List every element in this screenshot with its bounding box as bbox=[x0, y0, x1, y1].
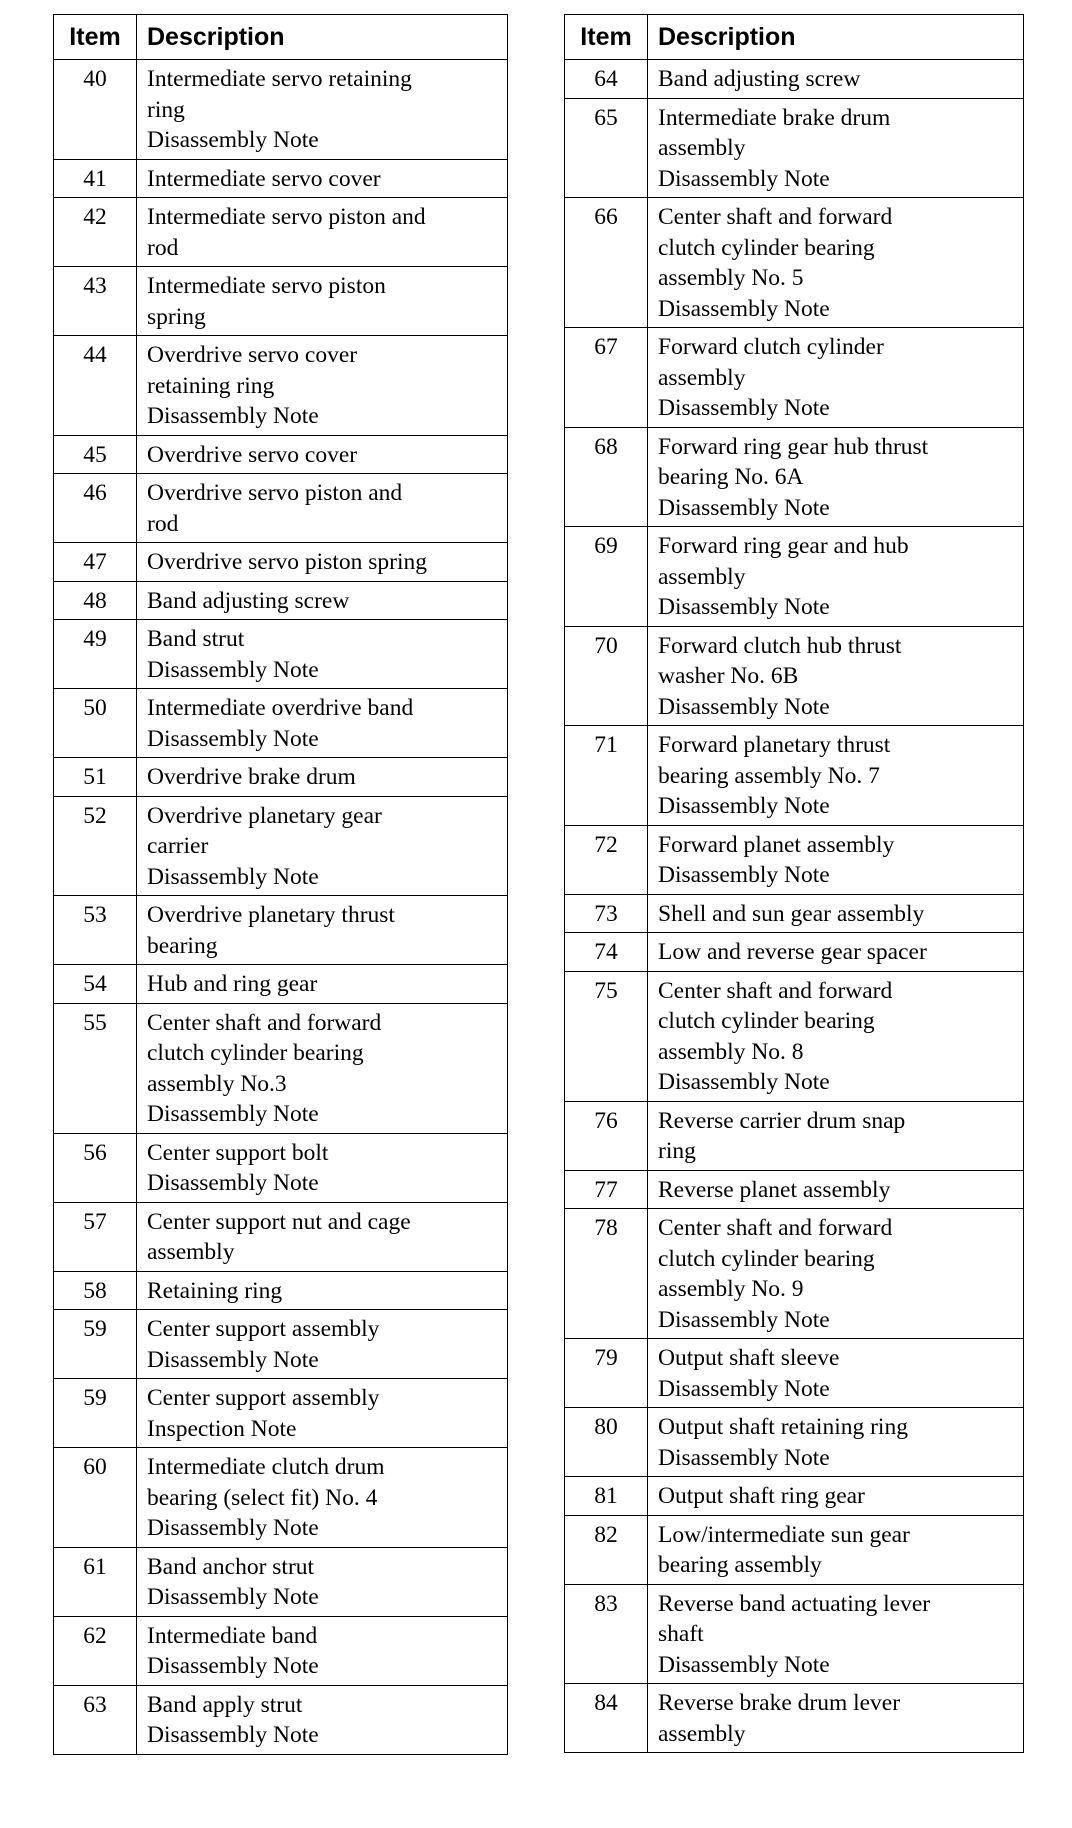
description-line: assembly bbox=[658, 135, 746, 161]
item-description bbox=[137, 581, 508, 620]
column-header-description: Description bbox=[648, 15, 1024, 60]
item-description bbox=[137, 267, 508, 336]
description-line: Disassembly Note bbox=[658, 1651, 830, 1678]
description-line: Intermediate servo piston bbox=[147, 273, 386, 299]
description-line: Disassembly Note bbox=[147, 1722, 319, 1748]
description-line: Overdrive servo piston and bbox=[147, 480, 403, 506]
table-row bbox=[54, 474, 508, 543]
description-line: Retaining ring bbox=[147, 1277, 283, 1304]
description-line: shaft bbox=[658, 1621, 704, 1647]
description-line: Forward planet assembly bbox=[658, 831, 895, 858]
table-row bbox=[565, 98, 1024, 198]
description-line: Disassembly Note bbox=[658, 1069, 830, 1095]
item-number: 64 bbox=[565, 60, 648, 99]
item-number: 43 bbox=[54, 267, 137, 336]
description-line: assembly bbox=[147, 1239, 235, 1265]
item-number: 69 bbox=[565, 527, 648, 627]
table-row bbox=[54, 336, 508, 436]
description-line: Center shaft and forward bbox=[658, 204, 893, 230]
description-line: Inspection Note bbox=[147, 1415, 297, 1442]
description-line: Disassembly Note bbox=[658, 862, 830, 888]
item-description bbox=[648, 1684, 1024, 1753]
description-line: Reverse carrier drum snap bbox=[658, 1107, 906, 1134]
column-header-description: Description bbox=[137, 15, 508, 60]
item-description bbox=[648, 1339, 1024, 1408]
table-row bbox=[54, 1685, 508, 1754]
item-description bbox=[648, 198, 1024, 328]
item-number: 84 bbox=[565, 1684, 648, 1753]
item-number: 71 bbox=[565, 726, 648, 826]
item-description bbox=[648, 825, 1024, 894]
item-description bbox=[137, 965, 508, 1004]
item-description bbox=[137, 1547, 508, 1616]
item-description bbox=[137, 1379, 508, 1448]
description-line: Center support bolt bbox=[147, 1139, 329, 1166]
item-number: 62 bbox=[54, 1616, 137, 1685]
table-row bbox=[565, 328, 1024, 428]
item-number: 73 bbox=[565, 894, 648, 933]
table-row bbox=[565, 1584, 1024, 1684]
item-number: 75 bbox=[565, 971, 648, 1101]
parts-table-right bbox=[564, 14, 1024, 1753]
description-line: carrier bbox=[147, 833, 209, 859]
item-number: 46 bbox=[54, 474, 137, 543]
item-number: 42 bbox=[54, 198, 137, 267]
item-description bbox=[137, 1310, 508, 1379]
description-line: assembly No.3 bbox=[147, 1070, 287, 1097]
item-description bbox=[648, 1101, 1024, 1170]
item-description bbox=[137, 336, 508, 436]
parts-table-right-body bbox=[565, 60, 1024, 1753]
description-line: Disassembly Note bbox=[658, 295, 830, 322]
table-row bbox=[565, 60, 1024, 99]
table-row bbox=[54, 1202, 508, 1271]
description-line: Forward ring gear hub thrust bbox=[658, 433, 929, 460]
description-line: Intermediate band bbox=[147, 1622, 318, 1649]
table-row bbox=[54, 543, 508, 582]
item-number: 76 bbox=[565, 1101, 648, 1170]
description-line: Band strut bbox=[147, 626, 245, 652]
table-row bbox=[565, 1684, 1024, 1753]
table-row bbox=[565, 626, 1024, 726]
item-description bbox=[137, 60, 508, 160]
description-line: Disassembly Note bbox=[147, 403, 319, 429]
item-number: 49 bbox=[54, 620, 137, 689]
item-description bbox=[648, 328, 1024, 428]
table-row bbox=[565, 726, 1024, 826]
item-description bbox=[648, 60, 1024, 99]
description-line: Disassembly Note bbox=[658, 594, 830, 620]
description-line: Overdrive planetary gear bbox=[147, 802, 382, 829]
item-number: 59 bbox=[54, 1379, 137, 1448]
item-description bbox=[648, 527, 1024, 627]
item-number: 67 bbox=[565, 328, 648, 428]
description-line: Reverse planet assembly bbox=[658, 1176, 891, 1203]
table-row bbox=[565, 825, 1024, 894]
description-line: Forward ring gear and hub bbox=[658, 533, 909, 559]
table-row bbox=[54, 435, 508, 474]
item-description bbox=[648, 1170, 1024, 1209]
description-line: assembly No. 8 bbox=[658, 1038, 804, 1065]
table-row bbox=[54, 1448, 508, 1548]
description-line: clutch cylinder bearing bbox=[658, 234, 875, 261]
item-description bbox=[137, 689, 508, 758]
table-row bbox=[54, 758, 508, 797]
description-line: washer No. 6B bbox=[658, 663, 799, 689]
description-line: Intermediate clutch drum bbox=[147, 1454, 385, 1480]
description-line: Disassembly Note bbox=[147, 725, 319, 752]
item-number: 51 bbox=[54, 758, 137, 797]
description-line: assembly bbox=[658, 364, 746, 391]
item-number: 80 bbox=[565, 1408, 648, 1477]
item-number: 52 bbox=[54, 796, 137, 896]
description-line: Low and reverse gear spacer bbox=[658, 939, 927, 965]
item-number: 72 bbox=[565, 825, 648, 894]
description-line: rod bbox=[147, 510, 179, 537]
item-description bbox=[648, 1408, 1024, 1477]
description-line: Disassembly Note bbox=[147, 1101, 319, 1127]
table-row bbox=[54, 620, 508, 689]
description-line: Overdrive planetary thrust bbox=[147, 902, 395, 928]
item-number: 77 bbox=[565, 1170, 648, 1209]
description-line: Disassembly Note bbox=[658, 494, 830, 521]
description-line: clutch cylinder bearing bbox=[658, 1008, 875, 1034]
item-description bbox=[648, 1584, 1024, 1684]
item-description bbox=[137, 1003, 508, 1133]
description-line: Output shaft ring gear bbox=[658, 1483, 865, 1509]
description-line: Intermediate brake drum bbox=[658, 104, 891, 131]
item-number: 58 bbox=[54, 1271, 137, 1310]
item-description bbox=[648, 427, 1024, 527]
description-line: retaining ring bbox=[147, 372, 275, 399]
item-number: 74 bbox=[565, 933, 648, 972]
item-number: 44 bbox=[54, 336, 137, 436]
description-line: Overdrive servo piston spring bbox=[147, 549, 427, 575]
description-line: Disassembly Note bbox=[658, 1306, 830, 1333]
description-line: Disassembly Note bbox=[147, 127, 319, 153]
description-line: Reverse band actuating lever bbox=[658, 1590, 931, 1617]
table-row bbox=[565, 933, 1024, 972]
item-number: 78 bbox=[565, 1209, 648, 1339]
item-description bbox=[648, 894, 1024, 933]
item-description bbox=[137, 543, 508, 582]
description-line: Intermediate servo piston and bbox=[147, 204, 426, 230]
item-description bbox=[648, 1209, 1024, 1339]
description-line: bearing bbox=[147, 932, 218, 959]
description-line: Center shaft and forward bbox=[658, 1215, 893, 1241]
item-number: 40 bbox=[54, 60, 137, 160]
description-line: ring bbox=[658, 1138, 696, 1164]
description-line: Disassembly Note bbox=[147, 1346, 319, 1373]
table-row bbox=[54, 267, 508, 336]
description-line: clutch cylinder bearing bbox=[147, 1040, 364, 1066]
item-number: 79 bbox=[565, 1339, 648, 1408]
description-line: Disassembly Note bbox=[658, 1375, 830, 1402]
description-line: Intermediate overdrive band bbox=[147, 695, 414, 721]
description-line: rod bbox=[147, 234, 179, 261]
description-line: assembly No. 9 bbox=[658, 1276, 804, 1302]
description-line: Intermediate servo cover bbox=[147, 165, 381, 192]
item-number: 55 bbox=[54, 1003, 137, 1133]
item-description bbox=[137, 758, 508, 797]
item-number: 59 bbox=[54, 1310, 137, 1379]
description-line: Forward clutch cylinder bbox=[658, 334, 884, 360]
item-number: 48 bbox=[54, 581, 137, 620]
table-row bbox=[54, 965, 508, 1004]
description-line: Band apply strut bbox=[147, 1691, 303, 1718]
table-row bbox=[54, 1003, 508, 1133]
description-line: Disassembly Note bbox=[147, 1653, 319, 1679]
item-description bbox=[137, 435, 508, 474]
parts-table-left-body bbox=[54, 60, 508, 1755]
item-number: 57 bbox=[54, 1202, 137, 1271]
item-number: 56 bbox=[54, 1133, 137, 1202]
table-row bbox=[565, 198, 1024, 328]
description-line: Shell and sun gear assembly bbox=[658, 900, 925, 927]
item-description bbox=[648, 726, 1024, 826]
item-number: 45 bbox=[54, 435, 137, 474]
description-line: Disassembly Note bbox=[147, 656, 319, 683]
table-row bbox=[54, 581, 508, 620]
table-row bbox=[565, 1515, 1024, 1584]
column-header-item: Item bbox=[54, 15, 137, 60]
description-line: bearing No. 6A bbox=[658, 464, 804, 490]
item-description bbox=[137, 1685, 508, 1754]
table-row bbox=[54, 1616, 508, 1685]
description-line: bearing assembly bbox=[658, 1552, 822, 1578]
description-line: bearing assembly No. 7 bbox=[658, 762, 880, 789]
description-line: ring bbox=[147, 96, 185, 123]
parts-table-left bbox=[53, 14, 508, 1755]
description-line: Band adjusting screw bbox=[147, 587, 350, 614]
description-line: clutch cylinder bearing bbox=[658, 1245, 875, 1272]
item-number: 54 bbox=[54, 965, 137, 1004]
item-number: 53 bbox=[54, 896, 137, 965]
table-row bbox=[54, 198, 508, 267]
description-line: Disassembly Note bbox=[147, 1170, 319, 1196]
description-line: Disassembly Note bbox=[658, 165, 830, 192]
item-description bbox=[137, 1202, 508, 1271]
item-number: 61 bbox=[54, 1547, 137, 1616]
description-line: Forward planetary thrust bbox=[658, 732, 891, 758]
description-line: Disassembly Note bbox=[658, 693, 830, 720]
table-row bbox=[565, 1209, 1024, 1339]
description-line: Intermediate servo retaining bbox=[147, 66, 412, 92]
table-row bbox=[565, 1339, 1024, 1408]
description-line: Disassembly Note bbox=[658, 1444, 830, 1471]
item-number: 83 bbox=[565, 1584, 648, 1684]
item-description bbox=[648, 933, 1024, 972]
description-line: Overdrive brake drum bbox=[147, 764, 356, 790]
description-line: assembly bbox=[658, 1720, 746, 1747]
description-line: Reverse brake drum lever bbox=[658, 1690, 901, 1716]
item-description bbox=[137, 159, 508, 198]
item-number: 81 bbox=[565, 1477, 648, 1516]
table-row bbox=[565, 527, 1024, 627]
description-line: Center support assembly bbox=[147, 1385, 380, 1411]
item-description bbox=[648, 98, 1024, 198]
table-row bbox=[54, 1379, 508, 1448]
description-line: Disassembly Note bbox=[658, 793, 830, 819]
item-description bbox=[648, 626, 1024, 726]
description-line: Forward clutch hub thrust bbox=[658, 632, 902, 659]
table-row bbox=[54, 1271, 508, 1310]
header-row bbox=[565, 15, 1024, 60]
description-line: Center support nut and cage bbox=[147, 1208, 411, 1235]
description-line: Band adjusting screw bbox=[658, 66, 861, 92]
header-row bbox=[54, 15, 508, 60]
item-description bbox=[137, 1448, 508, 1548]
table-row bbox=[565, 1408, 1024, 1477]
item-number: 60 bbox=[54, 1448, 137, 1548]
item-description bbox=[137, 1271, 508, 1310]
item-number: 82 bbox=[565, 1515, 648, 1584]
column-header-item: Item bbox=[565, 15, 648, 60]
description-line: Low/intermediate sun gear bbox=[658, 1521, 910, 1548]
table-row bbox=[565, 894, 1024, 933]
description-line: bearing (select fit) No. 4 bbox=[147, 1484, 378, 1511]
table-row bbox=[54, 896, 508, 965]
table-row bbox=[54, 689, 508, 758]
item-number: 65 bbox=[565, 98, 648, 198]
item-description bbox=[137, 896, 508, 965]
description-line: assembly No. 5 bbox=[658, 265, 804, 291]
item-number: 63 bbox=[54, 1685, 137, 1754]
item-number: 41 bbox=[54, 159, 137, 198]
item-description bbox=[648, 971, 1024, 1101]
description-line: Overdrive servo cover bbox=[147, 441, 358, 468]
description-line: Disassembly Note bbox=[147, 863, 319, 890]
item-number: 70 bbox=[565, 626, 648, 726]
description-line: Center shaft and forward bbox=[147, 1009, 382, 1036]
description-line: assembly bbox=[658, 563, 746, 590]
table-row bbox=[54, 60, 508, 160]
description-line: Disassembly Note bbox=[147, 1584, 319, 1610]
table-row bbox=[54, 1133, 508, 1202]
item-number: 47 bbox=[54, 543, 137, 582]
item-number: 50 bbox=[54, 689, 137, 758]
item-description bbox=[137, 474, 508, 543]
description-line: Output shaft sleeve bbox=[658, 1345, 840, 1371]
table-row bbox=[54, 1547, 508, 1616]
description-line: Output shaft retaining ring bbox=[658, 1414, 908, 1440]
table-row bbox=[565, 971, 1024, 1101]
table-row bbox=[565, 427, 1024, 527]
table-row bbox=[54, 1310, 508, 1379]
item-description bbox=[137, 1133, 508, 1202]
item-description bbox=[648, 1515, 1024, 1584]
table-row bbox=[565, 1101, 1024, 1170]
description-line: Disassembly Note bbox=[658, 395, 830, 421]
description-line: Center shaft and forward bbox=[658, 977, 893, 1004]
table-row bbox=[54, 159, 508, 198]
table-row bbox=[565, 1170, 1024, 1209]
item-description bbox=[137, 796, 508, 896]
description-line: Hub and ring gear bbox=[147, 971, 318, 997]
item-description bbox=[137, 198, 508, 267]
item-number: 66 bbox=[565, 198, 648, 328]
description-line: spring bbox=[147, 303, 206, 330]
item-number: 68 bbox=[565, 427, 648, 527]
item-description bbox=[137, 1616, 508, 1685]
table-row bbox=[54, 796, 508, 896]
description-line: Disassembly Note bbox=[147, 1515, 319, 1541]
description-line: Band anchor strut bbox=[147, 1553, 315, 1580]
description-line: Center support assembly bbox=[147, 1316, 380, 1342]
description-line: Overdrive servo cover bbox=[147, 342, 358, 368]
item-description bbox=[137, 620, 508, 689]
item-description bbox=[648, 1477, 1024, 1516]
table-row bbox=[565, 1477, 1024, 1516]
